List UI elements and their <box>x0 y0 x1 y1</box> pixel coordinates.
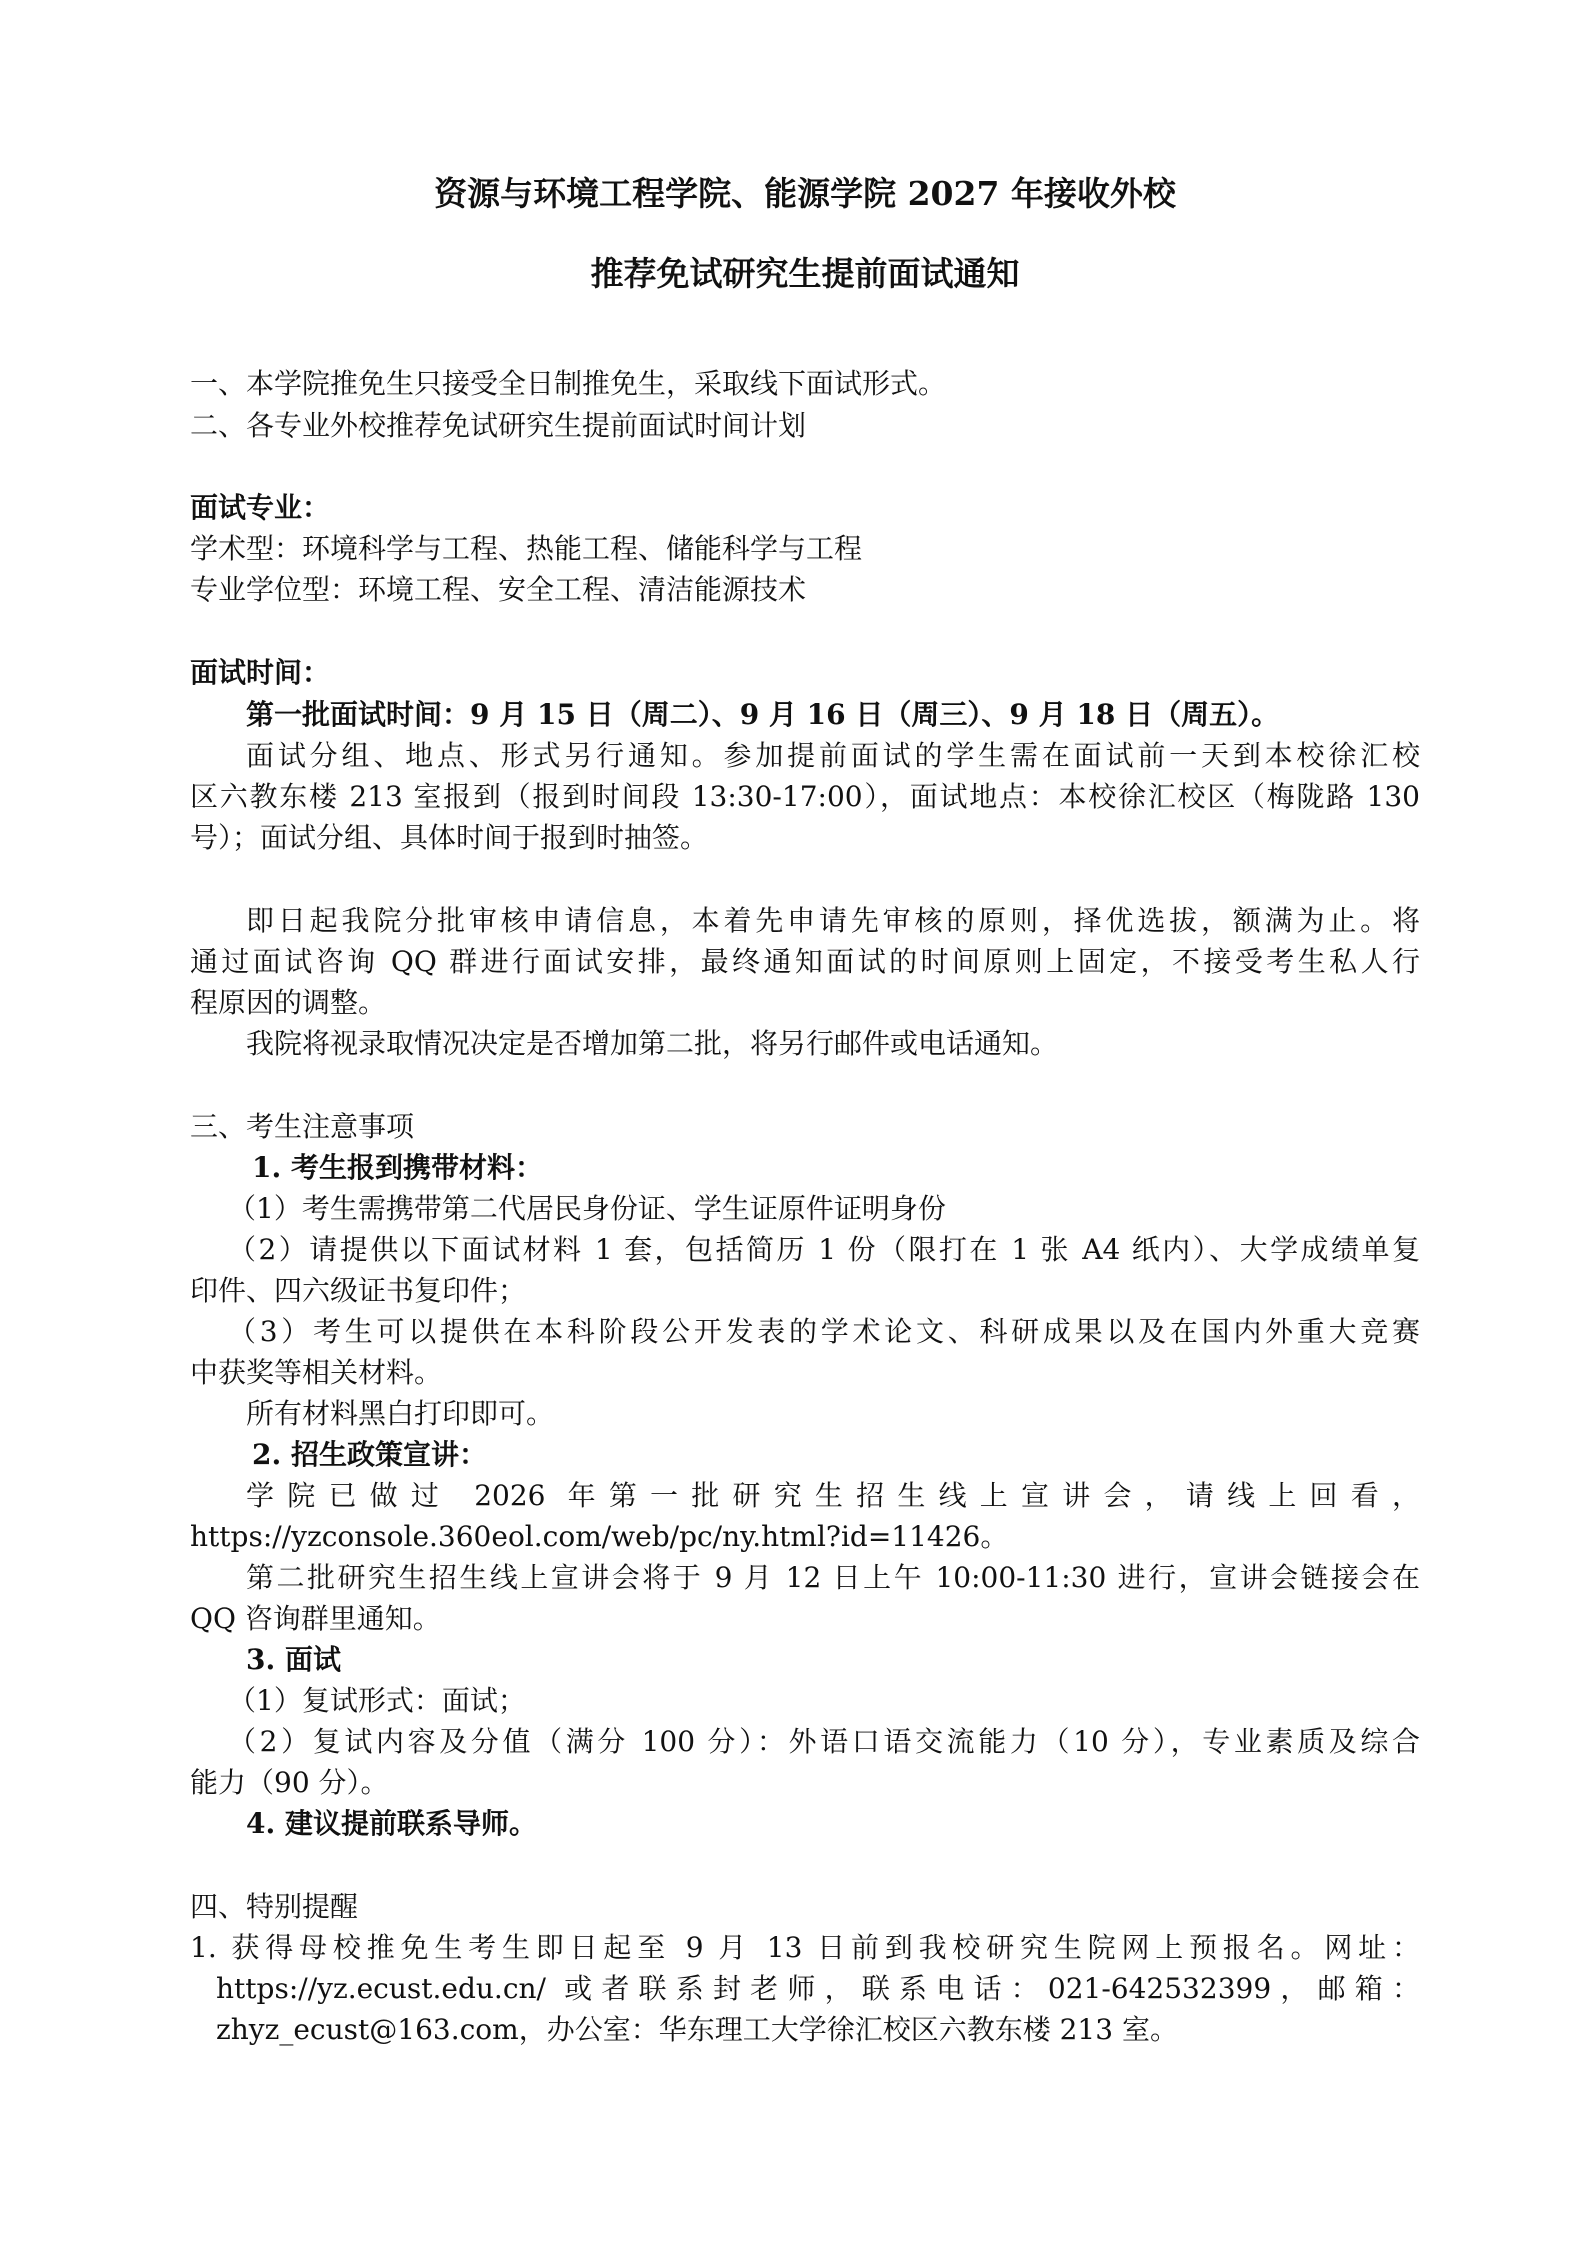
schedule-detail-line: 号）；面试分组、具体时间于报到时抽签。 <box>190 821 709 854</box>
reminder-contact[interactable]: https://yz.ecust.edu.cn/ 或者联系封老师，联系电话：021-642532399，邮箱： <box>216 1972 1420 2005</box>
materials-item-3-cont: 中获奖等相关材料。 <box>190 1356 443 1389</box>
print-note: 所有材料黑白打印即可。 <box>246 1397 555 1430</box>
majors-academic: 学术型：环境科学与工程、热能工程、储能科学与工程 <box>190 532 863 565</box>
advice-heading: 4. 建议提前联系导师。 <box>246 1807 537 1840</box>
majors-heading: 面试专业： <box>190 491 331 524</box>
policy-line: 第二批研究生招生线上宣讲会将于 9 月 12 日上午 10:00-11:30 进行，宣讲会链接会在 <box>246 1561 1420 1594</box>
majors-professional: 专业学位型：环境工程、安全工程、清洁能源技术 <box>190 573 807 606</box>
title-line-2: 推荐免试研究生提前面试通知 <box>590 254 1020 293</box>
section-2: 二、各专业外校推荐免试研究生提前面试时间计划 <box>190 409 807 442</box>
policy-heading: 2. 招生政策宣讲： <box>252 1438 487 1471</box>
section-3-heading: 三、考生注意事项 <box>190 1110 415 1143</box>
title-line-1: 资源与环境工程学院、能源学院 2027 年接收外校 <box>434 174 1176 213</box>
review-line: 即日起我院分批审核申请信息，本着先申请先审核的原则，择优选拔，额满为止。将 <box>246 904 1420 937</box>
interview-item-1: （1）复试形式：面试； <box>228 1684 526 1717</box>
materials-item-1: （1）考生需携带第二代居民身份证、学生证原件证明身份 <box>228 1192 946 1225</box>
schedule-detail-line: 区六教东楼 213 室报到（报到时间段 13:30-17:00），面试地点：本校徐汇校区（梅陇路 130 <box>190 780 1420 813</box>
materials-heading: 1. 考生报到携带材料： <box>252 1151 543 1184</box>
materials-item-3: （3）考生可以提供在本科阶段公开发表的学术论文、科研成果以及在国内外重大竞赛 <box>228 1315 1420 1348</box>
schedule-heading: 面试时间： <box>190 656 331 689</box>
review-line: 程原因的调整。 <box>190 986 387 1019</box>
second-batch-note: 我院将视录取情况决定是否增加第二批，将另行邮件或电话通知。 <box>246 1027 1059 1060</box>
policy-line: QQ 咨询群里通知。 <box>190 1602 441 1635</box>
policy-replay-link[interactable]: https://yzconsole.360eol.com/web/pc/ny.html?id=11426。 <box>190 1520 1009 1553</box>
interview-item-2: （2）复试内容及分值（满分 100 分）：外语口语交流能力（10 分），专业素质及综合 <box>228 1725 1420 1758</box>
schedule-detail-line: 面试分组、地点、形式另行通知。参加提前面试的学生需在面试前一天到本校徐汇校 <box>246 739 1420 772</box>
notice-page <box>190 0 1420 2245</box>
reminder-item-1: 1. 获得母校推免生考生即日起至 9 月 13 日前到我校研究生院网上预报名。网址： <box>190 1931 1420 1964</box>
review-line: 通过面试咨询 QQ 群进行面试安排，最终通知面试的时间原则上固定，不接受考生私人行 <box>190 945 1420 978</box>
policy-line: 学院已做过 2026 年第一批研究生招生线上宣讲会，请线上回看， <box>246 1479 1420 1512</box>
interview-item-2-cont: 能力（90 分）。 <box>190 1766 389 1799</box>
section-4-heading: 四、特别提醒 <box>190 1890 359 1923</box>
materials-item-2: （2）请提供以下面试材料 1 套，包括简历 1 份（限打在 1 张 A4 纸内）、大学成绩单复 <box>228 1233 1420 1266</box>
section-1: 一、本学院推免生只接受全日制推免生，采取线下面试形式。 <box>190 367 947 400</box>
interview-heading: 3. 面试 <box>246 1643 341 1676</box>
materials-item-2-cont: 印件、四六级证书复印件； <box>190 1274 527 1307</box>
reminder-office[interactable]: zhyz_ecust@163.com，办公室：华东理工大学徐汇校区六教东楼 213 室。 <box>216 2013 1178 2046</box>
first-batch-time: 第一批面试时间：9 月 15 日（周二）、9 月 16 日（周三）、9 月 18 日（周五）。 <box>246 698 1280 731</box>
